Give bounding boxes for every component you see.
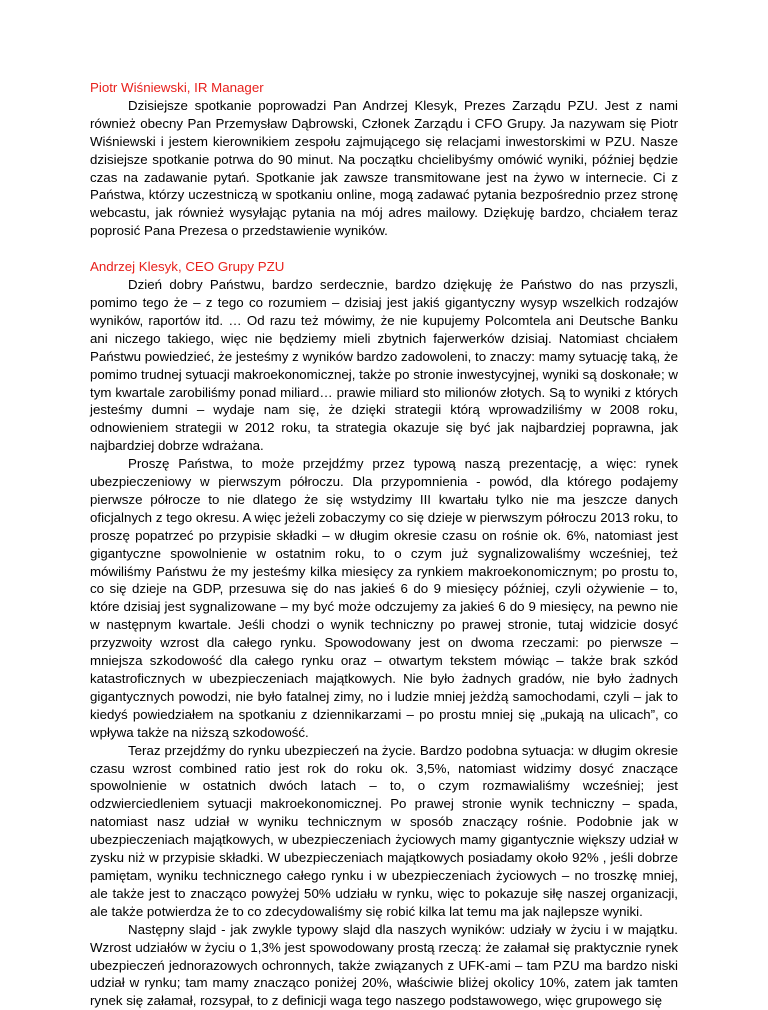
paragraph: Następny slajd - jak zwykle typowy slajd dla naszych wyników: udziały w życiu i w majątku. Wzrost udziałów w życiu o 1,3% jest spowodowany prostą rzeczą: że załamał się praktycznie rynek ubezpieczeń jednorazowych ochronnych, także związanych z UFK-ami – tam PZU ma bardzo niski udział w rynku; tam mamy znacząco poniżej 20%, właściwie bliżej okolicy 10%, zatem jak tamten rynek się załamał, rozsypał, to z definicji waga tego naszego podstawowego, więc grupowego się xyxy=(90,921,678,1009)
section-gap xyxy=(90,240,678,258)
speaker-name: Andrzej Klesyk, CEO Grupy PZU xyxy=(90,259,285,275)
paragraph: Dzień dobry Państwu, bardzo serdecznie, bardzo dziękuję że Państwo do nas przyszli, pomimo tego że – z tego co rozumiem – dzisiaj jest jakiś gigantyczny wysyp wszelkich rodzajów wyników, raportów itd. … Od razu też mówimy, że nie kupujemy Polcomtela ani Deutsche Banku ani niczego takiego, więc nie będziemy mieli zbytnich fajerwerków dzisiaj. Natomiast chciałem Państwu powiedzieć, że jesteśmy z wyników bardzo zadowoleni, to znaczy: mamy sytuację taką, że pomimo trudnej sytuacji makroekonomicznej, także po stronie inwestycyjnej, wyniki są doskonałe; w tym kwartale zarobiliśmy ponad miliard… prawie miliard sto milionów złotych. Są to wyniki z których jesteśmy dumni – wydaje nam się, że dzięki strategii którą wprowadziliśmy w 2008 roku, odnowieniem strategii w 2012 roku, ta strategia okazuje się być jak najbardziej poprawna, jak najbardziej dobrze wdrażana. xyxy=(90,277,678,454)
paragraph: Proszę Państwa, to może przejdźmy przez typową naszą prezentację, a więc: rynek ubezpieczeniowy w pierwszym półroczu. Dla przypomnienia - powód, dla którego podajemy pierwsze półrocze to nie dlatego że się wstydzimy III kwartału tylko nie ma jeszcze danych oficjalnych z tego okresu. A więc jeżeli zobaczymy co się dzieje w pierwszym półroczu 2013 roku, to proszę popatrzeć po przypisie składki – w długim okresie czasu on rośnie ok. 6%, natomiast jest gigantyczne spowolnienie w ostatnim roku, to o czym już sygnalizowaliśmy wcześniej, też mówiliśmy Państwu że my jesteśmy kilka miesięcy za rynkiem makroekonomicznym; po prostu to, co się dzieje na GDP, przesuwa się do nas jakieś 6 do 9 miesięcy później, czyli ożywienie – to, które dzisiaj jest sygnalizowane – my być może odczujemy za jakieś 6 do 9 miesięcy, na pewno nie w następnym kwartale. Jeśli chodzi o wynik techniczny po prawej stronie, tutaj widzicie dosyć przyzwoity wzrost dla całego rynku. Spowodowany jest on dwoma rzeczami: po pierwsze – mniejsza szkodowość dla całego rynku oraz – otwartym tekstem mówiąc – także brak szkód katastroficznych w ubezpieczeniach majątkowych. Nie było żadnych gradów, nie było żadnych gigantycznych powodzi, nie było fatalnej zimy, no i ludzie mniej jeżdżą samochodami, czyli – jak to kiedyś powiedziałem na spotkaniu z dziennikarzami – po prostu mniej się „pukają na ulicach”, co wpływa także na niższą szkodowość. xyxy=(90,456,678,740)
section-ceo xyxy=(90,258,678,1010)
speaker-name: Piotr Wiśniewski, IR Manager xyxy=(90,80,264,95)
paragraph: Dzisiejsze spotkanie poprowadzi Pan Andrzej Klesyk, Prezes Zarządu PZU. Jest z nami również obecny Pan Przemysław Dąbrowski, Członek Zarządu i CFO Grupy. Ja nazywam się Piotr Wiśniewski i jestem kierownikiem zespołu zajmującego się relacjami inwestorskimi w PZU. Nasze dzisiejsze spotkanie potrwa do 90 minut. Na początku chcielibyśmy omówić wyniki, później będzie czas na zadawanie pytań. Spotkanie jak zawsze transmitowane jest na żywo w internecie. Ci z Państwa, którzy uczestniczą w spotkaniu online, mogą zadawać pytania bezpośrednio przez stronę webcastu, jak również wysyłając pytania na mój adres mailowy. Dziękuję bardzo, chciałem teraz poprosić Pana Prezesa o przedstawienie wyników. xyxy=(90,97,678,239)
paragraph: Teraz przejdźmy do rynku ubezpieczeń na życie. Bardzo podobna sytuacja: w długim okresie czasu wzrost combined ratio jest rok do roku ok. 3,5%, natomiast widzimy dosyć znaczące spowolnienie w ostatnich dwóch latach – to, o czym rozmawialiśmy wcześniej; jest odzwierciedleniem sytuacji makroekonomicznej. Po prawej stronie wynik techniczny – spada, natomiast nasz udział w wyniku technicznym w sposób znaczący rośnie. Podobnie jak w ubezpieczeniach majątkowych, w ubezpieczeniach życiowych mamy gigantycznie większy udział w zysku niż w przypisie składki. W ubezpieczeniach majątkowych posiadamy około 92% , jeśli dobrze pamiętam, wyniku technicznego całego rynku i w ubezpieczeniach życiowych – no troszkę mniej, ale także jest to znacząco powyżej 50% udziału w rynku, więc to pokazuje siłę naszej organizacji, ale także potwierdza że to co zdecydowaliśmy się robić kilka lat temu ma jak najlepsze wyniki. xyxy=(90,742,678,919)
section-ir-manager xyxy=(90,79,678,240)
